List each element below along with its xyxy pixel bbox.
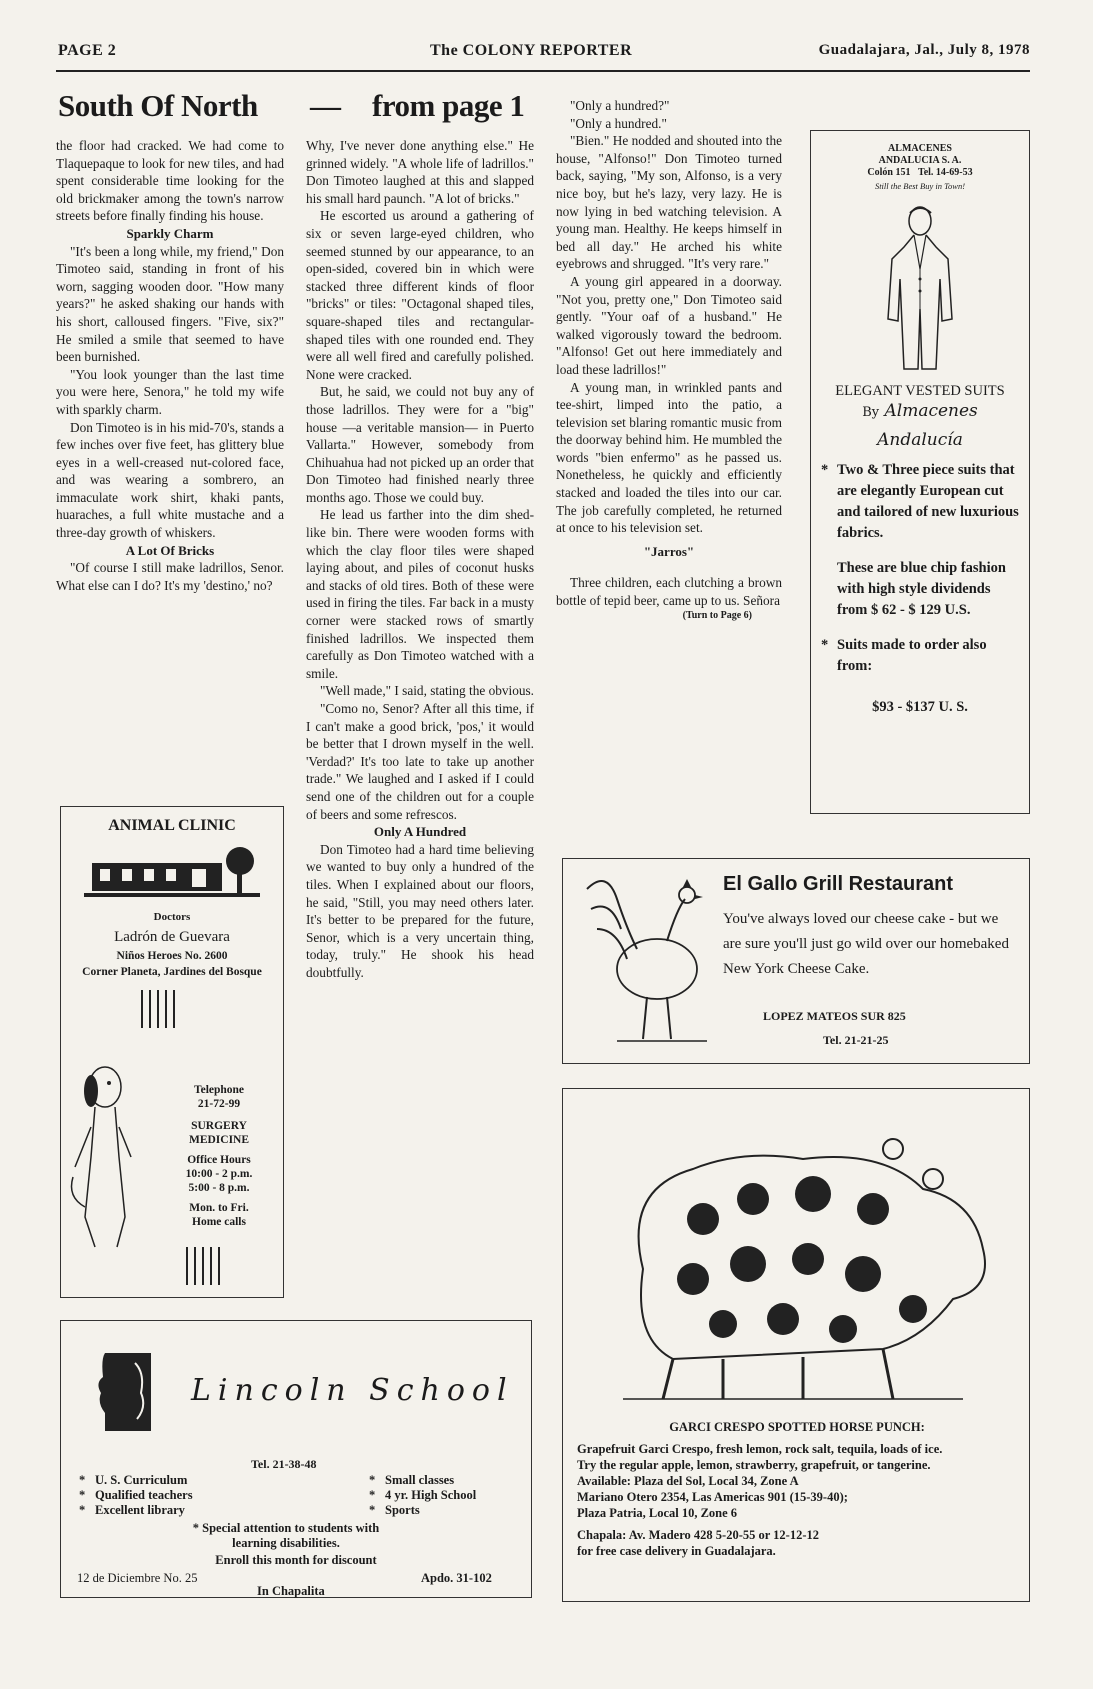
clinic-service: MEDICINE	[188, 1134, 250, 1146]
rooster-illustration	[577, 869, 717, 1049]
paragraph: "Of course I still make ladrillos, Senor. What else can I do? It's my 'destino,' no?	[56, 560, 284, 593]
paragraph: the floor had cracked. We had come to Tlaquepaque to look for new tiles, and had spent considerable time looking for the old brickmaker among the town's narrow streets before finally finding his house.	[56, 138, 284, 224]
ad-bullet: * Suits made to order also from:	[817, 635, 1023, 677]
paragraph: But, he said, we could not buy any of those ladrillos. They were for a "big" house —a veritable mansion— in Puerto Vallarta." However, somebody from Chihuahua had not picked up an order that Don Timoteo had finished nearly three months ago. Those we could buy.	[306, 384, 534, 505]
store-name-2: ANDALUCIA S. A.	[878, 155, 962, 166]
newspaper-name: The COLONY REPORTER	[430, 42, 633, 59]
punch-line: Try the regular apple, lemon, strawberry, grapefruit, or tangerine.	[577, 1458, 931, 1472]
school-enroll: Enroll this month for discount	[215, 1553, 377, 1567]
paragraph: Don Timoteo is in his mid-70's, stands a few inches over five feet, has glittery blue eyes in a well-creased nut-colored face, and was wearing a sombrero, an immaculate work shirt, khaki pants, huaraches, a full white mustache and a three-day growth of whiskers.	[56, 419, 284, 541]
store-name-1: ALMACENES	[888, 143, 952, 154]
paragraph: A young man, in wrinkled pants and tee-shirt, limped into the patio, a television set blaring romantic music from the doorway behind him. He mumbled the words "bien enfermo" as he passed us. Nonetheless, he quickly and efficiently stacked and loaded the tiles into our car. The job carefully completed, he returned at once to his television set.	[556, 379, 782, 536]
decorative-lines	[141, 990, 283, 1028]
article-column-3	[556, 97, 782, 622]
animal-clinic-ad	[60, 806, 284, 1298]
punch-title: GARCI CRESPO SPOTTED HORSE PUNCH:	[669, 1420, 925, 1434]
punch-line: Available: Plaza del Sol, Local 34, Zone A	[577, 1474, 799, 1488]
lincoln-school-ad	[60, 1320, 532, 1598]
clinic-service: SURGERY	[191, 1120, 247, 1132]
paragraph: Three children, each clutching a brown bottle of tepid beer, came up to us. Señora	[556, 575, 782, 609]
dateline: Guadalajara, Jal., July 8, 1978	[818, 42, 1030, 58]
paragraph: "Only a hundred?"	[570, 98, 670, 113]
punch-line: Mariano Otero 2354, Las Americas 901 (15-39-40);	[577, 1490, 848, 1504]
school-address: 12 de Diciembre No. 25	[77, 1571, 198, 1585]
garci-crespo-ad	[562, 1088, 1030, 1602]
script-andalucia: Andalucía	[877, 430, 963, 450]
paragraph: "Como no, Senor? After all this time, if I can't make a good brick, 'pos,' it would be better that I drown myself in the well. 'Verdad?' It's too late to take up another trade." We laughed and I asked if I could send one of the children out for a couple of beers and some refrescos.	[306, 701, 534, 822]
paragraph: A young girl appeared in a doorway. "Not you, pretty one," Don Timoteo said gently. "Your oaf of a husband." He walked vigorously toward the bedroom. "Alfonso! Get out here immediately and load these ladrillos!"	[556, 273, 782, 377]
clinic-hours-label: Office Hours	[187, 1154, 251, 1166]
el-gallo-ad	[562, 858, 1030, 1064]
clinic-home-calls: Home calls	[192, 1216, 246, 1228]
clinic-doctor-name: Ladrón de Guevara	[114, 929, 230, 945]
script-almacenes: Almacenes	[884, 401, 978, 421]
continued-note: (Turn to Page 6)	[682, 609, 752, 621]
ad-price: $93 - $137 U. S.	[872, 699, 968, 715]
school-town: In Chapalita	[257, 1584, 325, 1598]
subhead: Only A Hundred	[373, 824, 467, 840]
paragraph: "It's been a long while, my friend," Don Timoteo said, standing in front of his worn, sagging wooden door. "How many years?" he asked shaking our hands with his short, calloused fingers. "Five, six?" He smiled a smile that seemed to have been burnished.	[56, 243, 284, 365]
store-slogan: Still the Best Buy in Town!	[874, 181, 966, 191]
school-feature: * Qualified teachers	[75, 1488, 193, 1503]
paragraph: He lead us farther into the dim shed-like bin. There were wooden forms with which the clay floor tiles were shaped laying about, and piles of coconut husks and stacks of old tires. Both of these were used in firing the tiles. Far back in a musty corner were stacked rows of smartly finished ladrillos. We inspected them carefully as Don Timoteo watched with a smile.	[306, 507, 534, 681]
store-phone: Tel. 14-69-53	[917, 167, 973, 178]
school-feature: * Sports	[365, 1503, 476, 1518]
headline-dash: —	[310, 88, 341, 123]
subhead: Sparkly Charm	[126, 225, 214, 241]
paragraph: Don Timoteo had a hard time believing we wanted to buy only a hundred of the tiles. When I explained about our floors, he said, "Still, you may need others later. It's better to be prepared for the future, Senor, which is a very uncertain thing, today, truly." He shook his head doubtfully.	[306, 841, 534, 980]
dog-illustration	[65, 1057, 145, 1257]
clinic-telephone-label: Telephone	[193, 1084, 245, 1096]
punch-line: Chapala: Av. Madero 428 5-20-55 or 12-12-12	[577, 1528, 820, 1542]
store-address: Colón 151	[867, 167, 911, 178]
clinic-hours: 10:00 - 2 p.m.	[185, 1168, 253, 1180]
by-label: By	[862, 405, 880, 420]
school-feature: * 4 yr. High School	[365, 1488, 476, 1503]
punch-line: for free case delivery in Guadalajara.	[577, 1544, 776, 1558]
paragraph: "You look younger than the last time you were here, Senora," he told my wife with sparkly charm.	[56, 366, 284, 417]
punch-line: Plaza Patria, Local 10, Zone 6	[577, 1506, 738, 1520]
article-column-2	[306, 137, 534, 982]
spotted-horse-illustration	[583, 1109, 1003, 1409]
restaurant-description: You've always loved our cheese cake - but we are sure you'll just go wild over our homebaked New York Cheese Cake.	[723, 911, 1009, 977]
school-feature: * Small classes	[365, 1473, 476, 1488]
clinic-title: ANIMAL CLINIC	[108, 817, 236, 834]
restaurant-name: El Gallo Grill Restaurant	[723, 873, 954, 895]
lincoln-silhouette-icon	[95, 1353, 151, 1431]
header-rule	[56, 70, 1030, 72]
clinic-building-illustration	[82, 843, 262, 903]
school-name: Lincoln School	[191, 1373, 514, 1408]
school-feature: * Excellent library	[75, 1503, 193, 1518]
paragraph: Why, I've never done anything else." He grinned widely. "A whole life of ladrillos." Don Timoteo laughed at this and slapped his small hard paunch. "A lot of bricks."	[306, 138, 534, 206]
headline-left: South Of North	[58, 88, 258, 123]
ad-headline: ELEGANT VESTED SUITS	[835, 383, 1005, 399]
almacenes-ad	[810, 130, 1030, 814]
restaurant-address: LOPEZ MATEOS SUR 825	[763, 1009, 906, 1023]
clinic-telephone: 21-72-99	[197, 1098, 241, 1110]
clinic-doctors-label: Doctors	[153, 911, 191, 923]
paragraph: "Bien." He nodded and shouted into the house, "Alfonso!" Don Timoteo turned back, saying, "My son, Alfonso, is a very nice boy, but he's lazy, very lazy. He is now lying in bed watching television. A young man. Healthy. He keeps himself in bed all day." He arched his white eyebrows and shrugged. "It's very rare."	[556, 133, 782, 272]
decorative-lines	[186, 1247, 220, 1285]
paragraph: He escorted us around a gathering of six or seven large-eyed children, who seemed stunned by our appearance, to an open-sided, covered bin in which were stacked three different kinds of floor "bricks" or tiles: "Octagonal shaped tiles, square-shaped tiles and rectangular-shaped tiles with one rounded end. They were all well fired and carefully polished. None were cracked.	[306, 208, 534, 382]
school-phone: Tel. 21-38-48	[251, 1457, 317, 1471]
school-special: * Special attention to students with learning disabilities.	[192, 1521, 380, 1550]
restaurant-phone: Tel. 21-21-25	[823, 1033, 889, 1047]
clinic-days: Mon. to Fri.	[189, 1202, 249, 1214]
subhead: "Jarros"	[643, 543, 695, 559]
clinic-corner: Corner Planeta, Jardines del Bosque	[82, 966, 262, 978]
school-feature: * U. S. Curriculum	[75, 1473, 193, 1488]
headline-right: from page 1	[372, 88, 525, 123]
punch-line: Grapefruit Garci Crespo, fresh lemon, rock salt, tequila, loads of ice.	[577, 1442, 943, 1456]
paragraph: "Only a hundred."	[570, 115, 667, 131]
subhead: A Lot Of Bricks	[125, 542, 215, 558]
article-column-1	[56, 137, 284, 594]
page-number: PAGE 2	[58, 42, 117, 59]
paragraph: "Well made," I said, stating the obvious.	[320, 683, 535, 699]
clinic-hours: 5:00 - 8 p.m.	[188, 1182, 250, 1194]
clinic-address: Niños Heroes No. 2600	[116, 950, 228, 962]
suited-man-illustration	[870, 199, 970, 379]
ad-paragraph: These are blue chip fashion with high style dividends from $ 62 - $ 129 U.S.	[837, 560, 1006, 618]
school-apdo: Apdo. 31-102	[421, 1571, 492, 1585]
ad-bullet: * Two & Three piece suits that are elegantly European cut and tailored of new luxurious fabrics.	[817, 460, 1023, 544]
